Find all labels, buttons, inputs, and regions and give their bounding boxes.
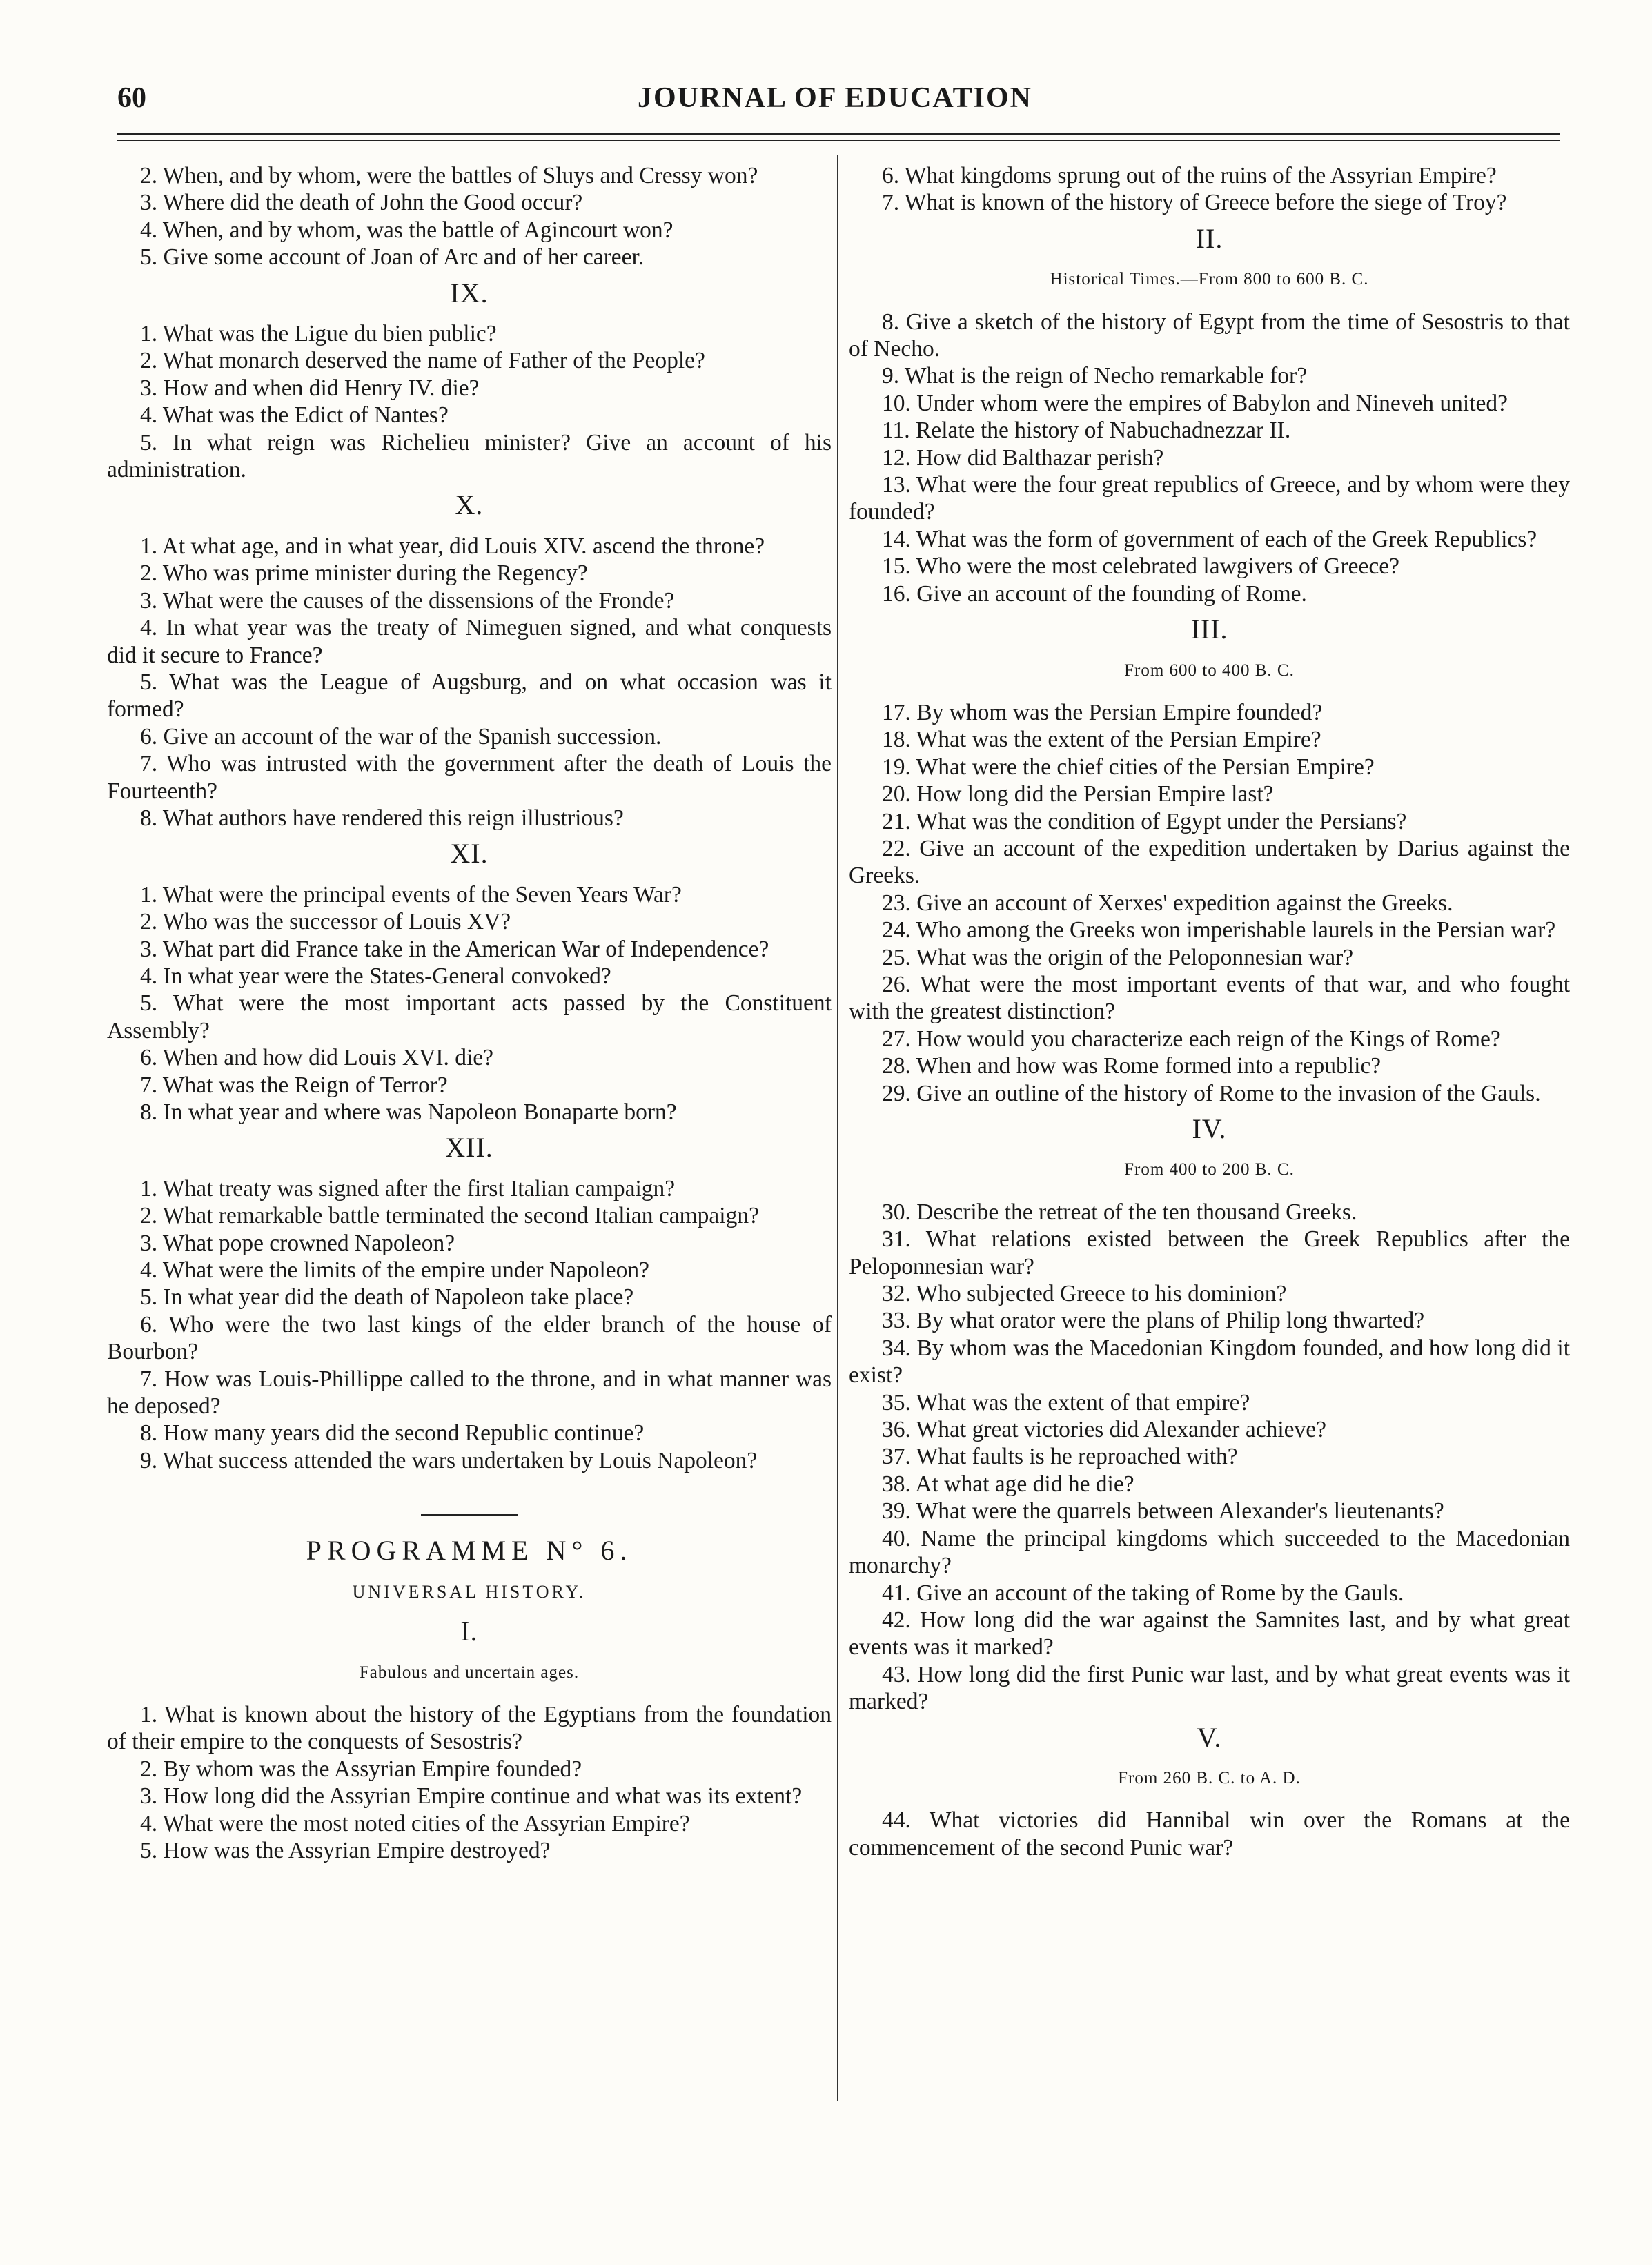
section-heading: IX.: [450, 277, 489, 308]
question: 5. Give some account of Joan of Arc and of her career.: [140, 244, 645, 271]
question: 1. What was the Ligue du bien public?: [140, 321, 497, 347]
programme-title: PROGRAMME N° 6.: [306, 1535, 633, 1567]
question: 30. Describe the retreat of the ten thousand Greeks.: [882, 1199, 1357, 1225]
section-heading: I.: [460, 1616, 478, 1647]
question: 44. What victories did Hannibal win over the Romans at the commencement of the second Punic war?: [849, 1807, 1570, 1861]
question: 2. What monarch deserved the name of Father of the People?: [140, 348, 705, 374]
programme-rule: [421, 1514, 518, 1516]
page-header: [104, 81, 1566, 123]
column-divider: [837, 155, 838, 2101]
question: 14. What was the form of government of each of the Greek Republics?: [882, 526, 1537, 552]
header-rule: [117, 133, 1560, 135]
question: 3. What pope crowned Napoleon?: [140, 1230, 455, 1256]
section-heading: V.: [1197, 1721, 1222, 1753]
question: 32. Who subjected Greece to his dominion?: [882, 1281, 1287, 1307]
question: 2. What remarkable battle terminated the second Italian campaign?: [140, 1203, 759, 1229]
question: 31. What relations existed between the Greek Republics after the Peloponnesian war?: [849, 1226, 1570, 1279]
question: 6. When and how did Louis XVI. die?: [140, 1045, 494, 1071]
question: 33. By what orator were the plans of Philip long thwarted?: [882, 1308, 1425, 1334]
section-heading: X.: [455, 489, 484, 521]
question: 6. Who were the two last kings of the elder branch of the house of Bourbon?: [107, 1311, 832, 1365]
question: 2. When, and by whom, were the battles of Sluys and Cressy won?: [140, 163, 758, 188]
question: 3. How long did the Assyrian Empire continue and what was its extent?: [140, 1783, 803, 1810]
question: 11. Relate the history of Nabuchadnezzar II.: [882, 418, 1291, 444]
question: 20. How long did the Persian Empire last?: [882, 781, 1274, 807]
section-subtitle: Historical Times.—From 800 to 600 B. C.: [1050, 270, 1369, 289]
section-heading: II.: [1195, 222, 1223, 254]
question: 1. What is known about the history of the Egyptians from the foundation of their empire to the conquests of Sesostris?: [107, 1701, 832, 1755]
question: 17. By whom was the Persian Empire founded?: [882, 699, 1323, 725]
left-column: [107, 162, 832, 1864]
section-heading: XI.: [450, 838, 489, 870]
question: 6. What kingdoms sprung out of the ruins of the Assyrian Empire?: [882, 163, 1497, 188]
question: 1. At what age, and in what year, did Louis XIV. ascend the throne?: [140, 533, 765, 559]
question: 19. What were the chief cities of the Persian Empire?: [882, 754, 1375, 780]
question: 29. Give an outline of the history of Rome to the invasion of the Gauls.: [882, 1080, 1541, 1106]
question: 27. How would you characterize each reign of the Kings of Rome?: [882, 1026, 1501, 1052]
question: 39. What were the quarrels between Alexander's lieutenants?: [882, 1498, 1444, 1524]
question: 2. Who was the successor of Louis XV?: [140, 909, 511, 935]
question: 15. Who were the most celebrated lawgivers of Greece?: [882, 553, 1400, 580]
header-rule-thin: [117, 140, 1560, 141]
right-column: [849, 162, 1570, 1861]
question: 4. In what year was the treaty of Nimeguen signed, and what conquests did it secure to France?: [107, 615, 832, 668]
running-head: JOURNAL OF EDUCATION: [637, 82, 1033, 114]
question: 1. What were the principal events of the Seven Years War?: [140, 881, 682, 908]
question: 3. What part did France take in the American War of Independence?: [140, 936, 769, 962]
question: 34. By whom was the Macedonian Kingdom founded, and how long did it exist?: [849, 1335, 1570, 1389]
section-subtitle: From 260 B. C. to A. D.: [1118, 1768, 1301, 1787]
question: 8. What authors have rendered this reign illustrious?: [140, 805, 624, 831]
question: 9. What success attended the wars undertaken by Louis Napoleon?: [140, 1447, 758, 1473]
section-subtitle: Fabulous and uncertain ages.: [359, 1663, 580, 1682]
question: 43. How long did the first Punic war last, and by what great events was it marked?: [849, 1661, 1570, 1715]
question: 25. What was the origin of the Peloponnesian war?: [882, 944, 1354, 970]
section-subtitle: From 600 to 400 B. C.: [1124, 660, 1295, 680]
question: 23. Give an account of Xerxes' expedition against the Greeks.: [882, 890, 1453, 916]
section-heading: IV.: [1192, 1113, 1227, 1144]
question: 4. What was the Edict of Nantes?: [140, 402, 449, 429]
question: 3. Where did the death of John the Good occur?: [140, 190, 583, 216]
question: 2. By whom was the Assyrian Empire founded?: [140, 1756, 582, 1782]
question: 36. What great victories did Alexander achieve?: [882, 1417, 1326, 1443]
question: 12. How did Balthazar perish?: [882, 444, 1164, 471]
question: 1. What treaty was signed after the first Italian campaign?: [140, 1175, 676, 1202]
question: 8. In what year and where was Napoleon Bonaparte born?: [140, 1099, 677, 1125]
section-heading: XII.: [445, 1132, 493, 1164]
section-heading: III.: [1190, 614, 1228, 645]
question: 5. In what year did the death of Napoleon take place?: [140, 1284, 634, 1311]
question: 35. What was the extent of that empire?: [882, 1389, 1250, 1415]
question: 42. How long did the war against the Samnites last, and by what great events was it marked?: [849, 1607, 1570, 1660]
question: 4. In what year were the States-General convoked?: [140, 963, 611, 989]
question: 3. How and when did Henry IV. die?: [140, 375, 480, 401]
question: 24. Who among the Greeks won imperishable laurels in the Persian war?: [882, 917, 1556, 943]
question: 8. Give a sketch of the history of Egypt from the time of Sesostris to that of Necho.: [849, 308, 1570, 362]
section-subtitle: From 400 to 200 B. C.: [1124, 1160, 1295, 1179]
question: 26. What were the most important events of that war, and who fought with the greatest distinction?: [849, 971, 1570, 1025]
question: 9. What is the reign of Necho remarkable for?: [882, 363, 1308, 389]
question: 18. What was the extent of the Persian Empire?: [882, 727, 1321, 753]
question: 22. Give an account of the expedition undertaken by Darius against the Greeks.: [849, 835, 1570, 889]
question: 7. How was Louis-Phillippe called to the throne, and in what manner was he deposed?: [107, 1366, 832, 1420]
question: 5. How was the Assyrian Empire destroyed?: [140, 1837, 551, 1863]
question: 5. What was the League of Augsburg, and on what occasion was it formed?: [107, 669, 832, 723]
question: 37. What faults is he reproached with?: [882, 1444, 1238, 1470]
programme-subtitle: UNIVERSAL HISTORY.: [352, 1581, 587, 1602]
question: 13. What were the four great republics of Greece, and by whom were they founded?: [849, 472, 1570, 525]
question: 10. Under whom were the empires of Babylon and Nineveh united?: [882, 390, 1508, 416]
question: 7. What is known of the history of Greece before the siege of Troy?: [882, 190, 1507, 216]
question: 3. What were the causes of the dissensions of the Fronde?: [140, 587, 675, 614]
question: 8. How many years did the second Republic continue?: [140, 1420, 645, 1447]
question: 41. Give an account of the taking of Rome by the Gauls.: [882, 1580, 1404, 1606]
question: 6. Give an account of the war of the Spanish succession.: [140, 723, 662, 749]
question: 5. What were the most important acts passed by the Constituent Assembly?: [107, 990, 832, 1043]
question: 40. Name the principal kingdoms which succeeded to the Macedonian monarchy?: [849, 1525, 1570, 1579]
question: 2. Who was prime minister during the Regency?: [140, 560, 588, 587]
question: 7. Who was intrusted with the government after the death of Louis the Fourteenth?: [107, 751, 832, 804]
question: 4. What were the limits of the empire under Napoleon?: [140, 1257, 649, 1284]
page-number: 60: [117, 82, 146, 114]
question: 4. What were the most noted cities of the Assyrian Empire?: [140, 1810, 690, 1836]
question: 4. When, and by whom, was the battle of Agincourt won?: [140, 217, 673, 243]
question: 16. Give an account of the founding of Rome.: [882, 580, 1307, 607]
question: 28. When and how was Rome formed into a republic?: [882, 1053, 1381, 1079]
question: 21. What was the condition of Egypt under the Persians?: [882, 808, 1407, 834]
question: 38. At what age did he die?: [882, 1471, 1134, 1497]
question: 7. What was the Reign of Terror?: [140, 1072, 448, 1098]
question: 5. In what reign was Richelieu minister? Give an account of his administration.: [107, 429, 832, 483]
